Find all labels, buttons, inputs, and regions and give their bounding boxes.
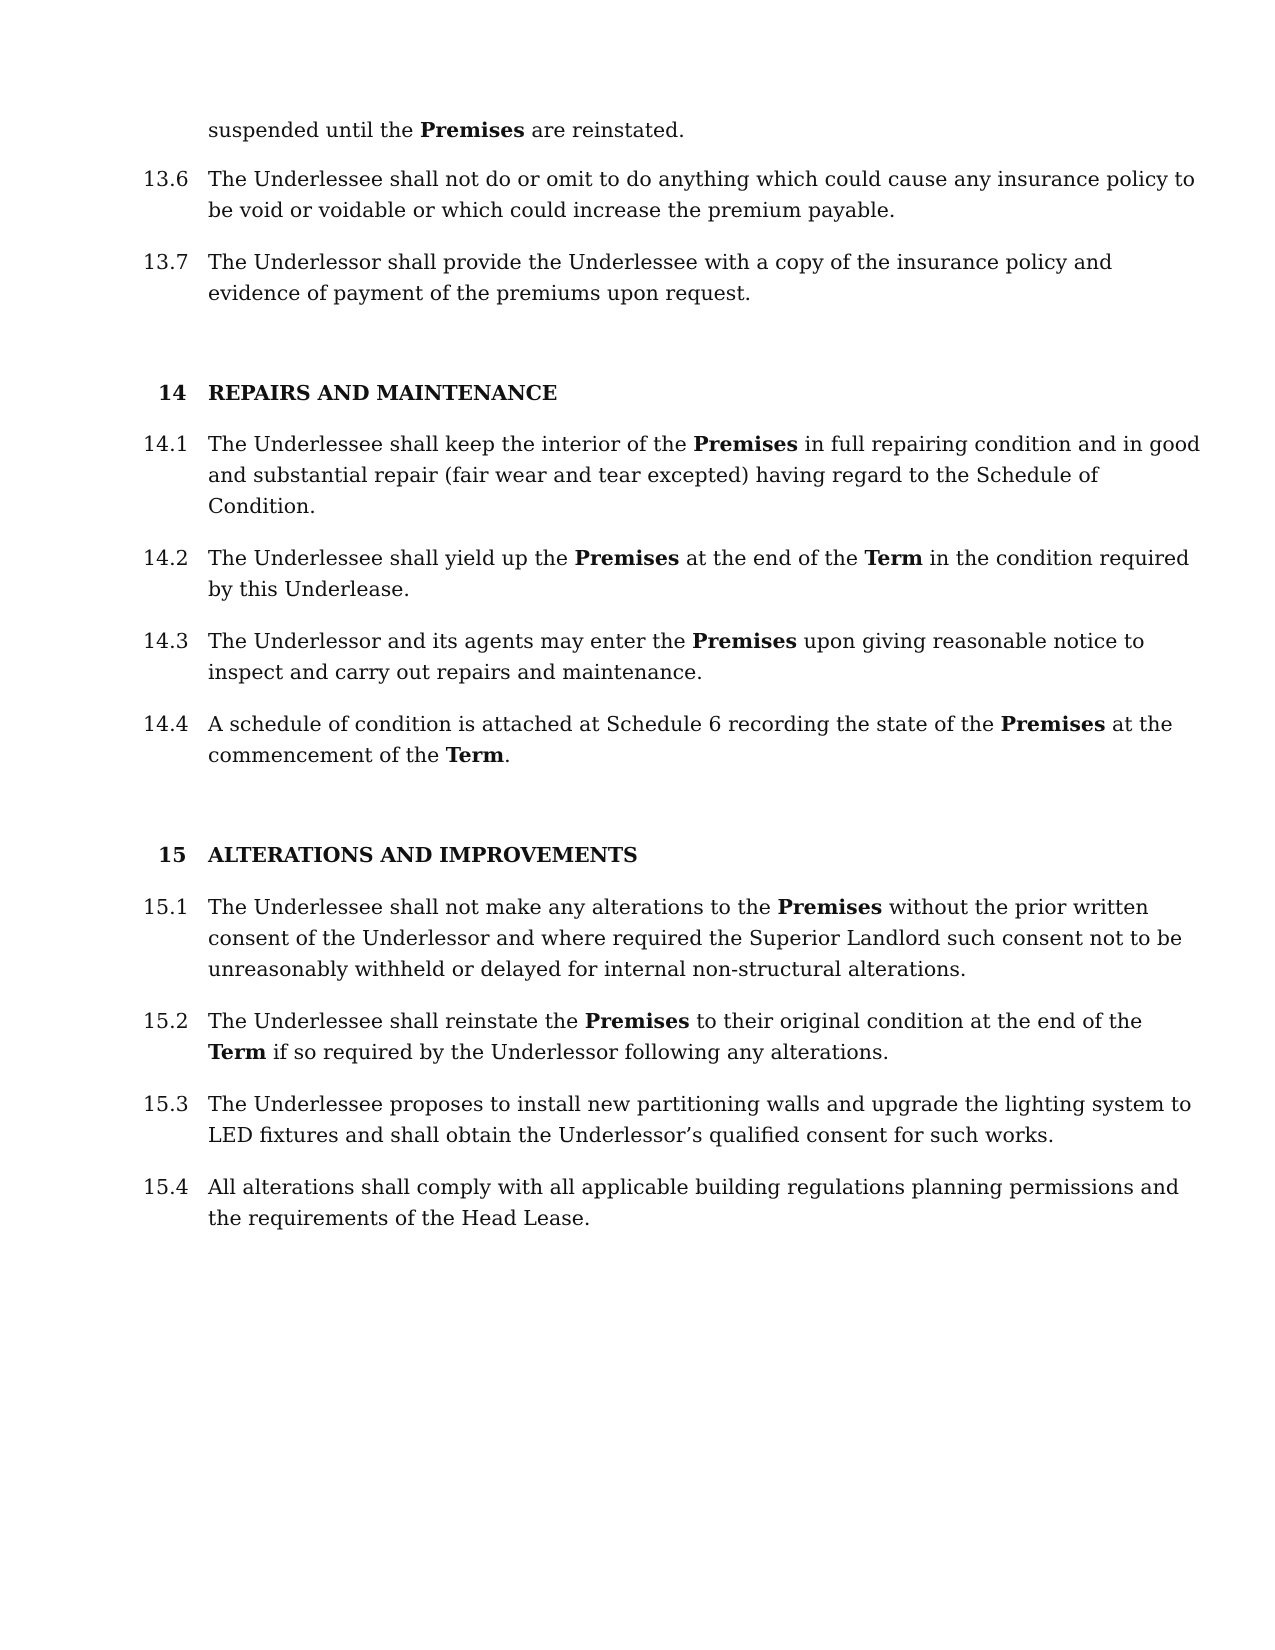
clause-number: 14.2 [143, 546, 189, 570]
defined-term-premises: Premises [777, 895, 883, 919]
clause-14-4-line-1: A schedule of condition is attached at Schedule 6 recording the state of the Premises at the [208, 712, 1173, 736]
defined-term-premises: Premises [574, 546, 680, 570]
clause-number: 14.4 [143, 712, 189, 736]
section-number: 15 [158, 843, 187, 867]
defined-term-premises: Premises [693, 432, 799, 456]
clause-14-3-line-2: inspect and carry out repairs and maintenance. [208, 660, 703, 684]
clause-13-6-line-2: be void or voidable or which could increase the premium payable. [208, 198, 896, 222]
clause-13-7-line-2: evidence of payment of the premiums upon request. [208, 281, 752, 305]
clause-13-6-line-1: The Underlessee shall not do or omit to do anything which could cause any insurance policy to [208, 167, 1195, 191]
clause-number: 14.1 [143, 432, 189, 456]
clause-15-1-line-2: consent of the Underlessor and where required the Superior Landlord such consent not to be [208, 926, 1183, 950]
clause-number: 15.4 [143, 1175, 189, 1199]
defined-term-premises: Premises [584, 1009, 690, 1033]
clause-14-2-line-1: The Underlessee shall yield up the Premises at the end of the Term in the condition required [208, 546, 1190, 570]
clause-15-1-line-3: unreasonably withheld or delayed for internal non-structural alterations. [208, 957, 967, 981]
clause-13-7-line-1: The Underlessor shall provide the Underlessee with a copy of the insurance policy and [208, 250, 1113, 274]
clause-number: 13.7 [143, 250, 189, 274]
defined-term-term: Term [208, 1040, 267, 1064]
clause-14-3-line-1: The Underlessor and its agents may enter the Premises upon giving reasonable notice to [208, 629, 1145, 653]
clause-number: 14.3 [143, 629, 189, 653]
clause-14-1-line-2: and substantial repair (fair wear and tear excepted) having regard to the Schedule of [208, 463, 1099, 487]
defined-term-term: Term [445, 743, 505, 767]
defined-term-premises: Premises [692, 629, 798, 653]
clause-15-3-line-1: The Underlessee proposes to install new partitioning walls and upgrade the lighting system to [208, 1092, 1192, 1116]
clause-number: 13.6 [143, 167, 189, 191]
section-heading: REPAIRS AND MAINTENANCE [208, 381, 558, 405]
defined-term-term: Term [864, 546, 923, 570]
clause-14-4-line-2: commencement of the Term. [208, 743, 511, 767]
section-heading: ALTERATIONS AND IMPROVEMENTS [208, 843, 638, 867]
clause-15-4-line-2: the requirements of the Head Lease. [208, 1206, 591, 1230]
clause-number: 15.1 [143, 895, 189, 919]
clause-15-2-line-1: The Underlessee shall reinstate the Premises to their original condition at the end of the [208, 1009, 1143, 1033]
clause-15-4-line-1: All alterations shall comply with all applicable building regulations planning permissions and [208, 1175, 1179, 1199]
clause-14-1-line-3: Condition. [208, 494, 316, 518]
clause-number: 15.3 [143, 1092, 189, 1116]
clause-13-5-continuation: suspended until the Premises are reinstated. [208, 118, 685, 142]
clause-14-1-line-1: The Underlessee shall keep the interior of the Premises in full repairing condition and in good [208, 432, 1201, 456]
clause-number: 15.2 [143, 1009, 189, 1033]
clause-15-1-line-1: The Underlessee shall not make any alterations to the Premises without the prior written [208, 895, 1149, 919]
defined-term-premises: Premises [1000, 712, 1106, 736]
defined-term-premises: Premises [419, 118, 525, 142]
clause-15-3-line-2: LED fixtures and shall obtain the Underlessor’s qualified consent for such works. [208, 1123, 1055, 1147]
section-number: 14 [158, 381, 187, 405]
clause-14-2-line-2: by this Underlease. [208, 577, 410, 601]
clause-15-2-line-2: Term if so required by the Underlessor following any alterations. [208, 1040, 890, 1064]
